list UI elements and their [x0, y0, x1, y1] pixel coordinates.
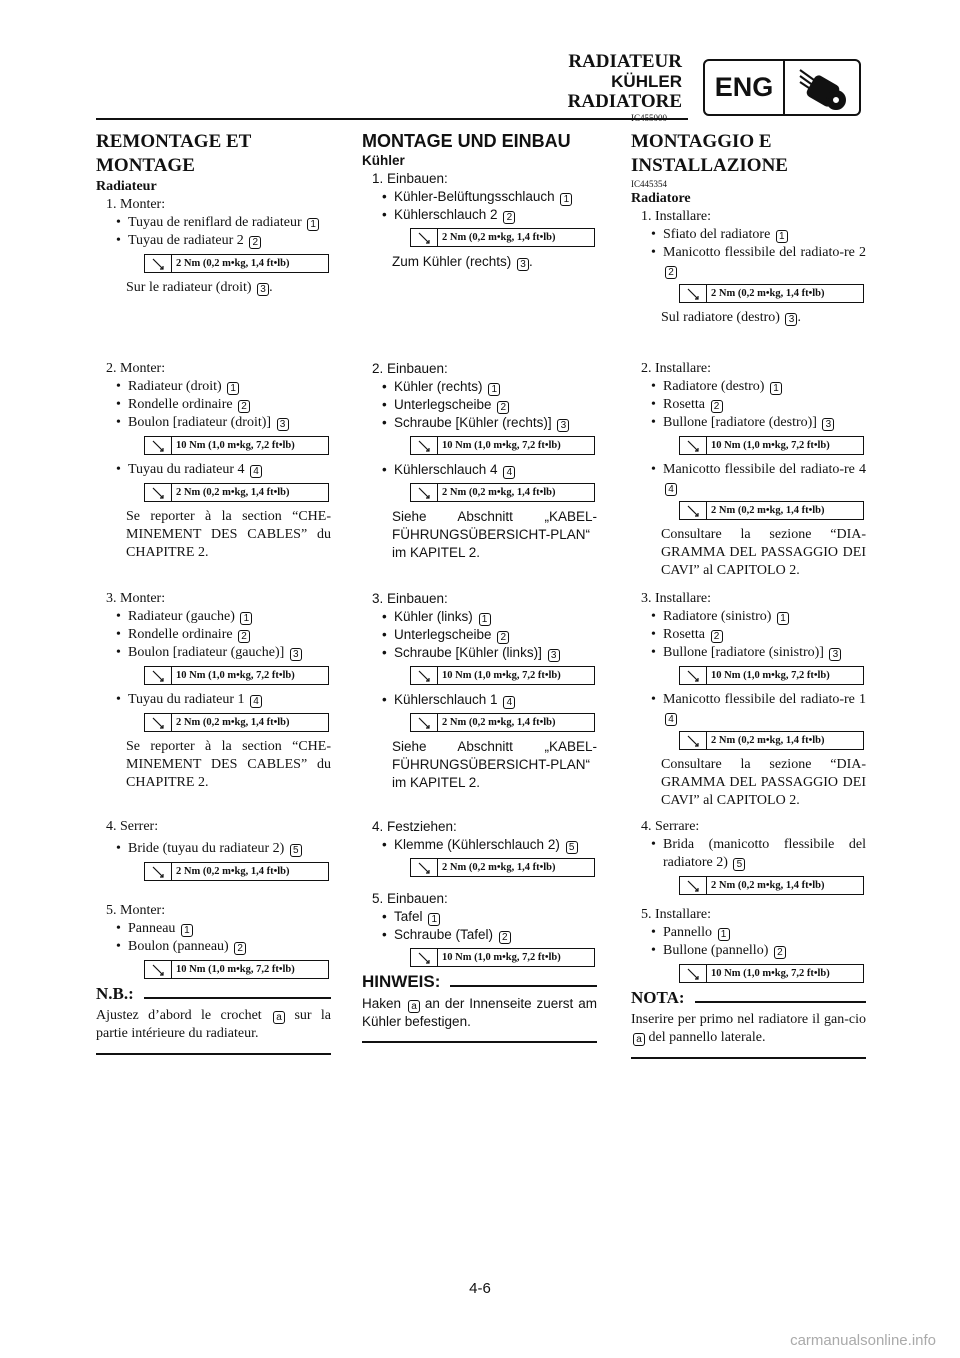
list-item: • Bullone [radiatore (sinistro)] 3 — [631, 644, 866, 662]
callout-number: 2 — [711, 630, 723, 643]
step-note — [96, 279, 331, 297]
item-label: Radiateur (droit) — [128, 379, 222, 394]
torque-spec — [144, 713, 329, 732]
engine-icon — [785, 61, 859, 114]
torque-value: 2 Nm (0,2 m•kg, 1,4 ft•lb) — [176, 865, 290, 877]
callout-number: 3 — [290, 648, 302, 661]
list-item: • Tuyau du radiateur 1 4 — [96, 691, 331, 709]
note-text: del pannello laterale. — [648, 1030, 766, 1045]
torque-value: 2 Nm (0,2 m•kg, 1,4 ft•lb) — [176, 716, 290, 728]
torque-spec — [679, 731, 864, 750]
list-item: • Radiateur (gauche) 1 — [96, 608, 331, 626]
torque-value: 2 Nm (0,2 m•kg, 1,4 ft•lb) — [442, 486, 556, 498]
torque-spec — [144, 254, 329, 273]
step-5: 5. Monter: — [106, 903, 166, 918]
list-item: • Schraube [Kühler (links)] 3 — [362, 644, 597, 662]
callout-number: 2 — [238, 400, 250, 413]
item-label: Tuyau de radiateur 2 — [128, 233, 244, 248]
step-note: Se reporter à la section “CHE-MINEMENT DES CABLES” du CHAPITRE 2. — [126, 509, 331, 560]
chapter-badge — [703, 59, 861, 116]
note-end-rule — [96, 1053, 331, 1055]
chapter-titles — [568, 52, 682, 112]
callout-number: 1 — [560, 193, 572, 206]
note-text: Inserire per primo nel radiatore il gan-cio — [631, 1012, 866, 1027]
torque-value: 2 Nm (0,2 m•kg, 1,4 ft•lb) — [176, 257, 290, 269]
item-label: Kühlerschlauch 2 — [394, 207, 498, 222]
step-note: Consultare la sezione “DIA-GRAMMA DEL PASSAGGIO DEI CAVI” al CAPITOLO 2. — [661, 527, 866, 578]
list-item: • Radiatore (sinistro) 1 — [631, 608, 866, 626]
callout-number: 3 — [822, 418, 834, 431]
section-code: IC445354 — [631, 179, 667, 189]
torque-value: 10 Nm (1,0 m•kg, 7,2 ft•lb) — [711, 669, 830, 681]
section-title-line2: MONTAGE — [96, 155, 195, 176]
item-label: Sfiato del radiatore — [663, 227, 771, 242]
list-item: • Pannello 1 — [631, 924, 866, 942]
item-label: Kühler-Belüftungsschlauch — [394, 189, 555, 204]
list-item: • Schraube [Kühler (rechts)] 3 — [362, 414, 597, 432]
note-header — [362, 973, 597, 991]
section-code: IC455000 — [631, 113, 667, 123]
callout-number: 1 — [240, 612, 252, 625]
list-item: • Bullone (pannello) 2 — [631, 942, 866, 960]
watermark: carmanualsonline.info — [790, 1332, 936, 1349]
title-fr: RADIATEUR — [568, 51, 682, 72]
torque-spec — [144, 666, 329, 685]
callout-number: 3 — [277, 418, 289, 431]
torque-value: 2 Nm (0,2 m•kg, 1,4 ft•lb) — [442, 861, 556, 873]
step-4: 4. Festziehen: — [372, 819, 457, 834]
torque-value: 2 Nm (0,2 m•kg, 1,4 ft•lb) — [711, 879, 825, 891]
torque-value: 2 Nm (0,2 m•kg, 1,4 ft•lb) — [711, 504, 825, 516]
callout-number: 3 — [548, 649, 560, 662]
torque-value: 10 Nm (1,0 m•kg, 7,2 ft•lb) — [711, 967, 830, 979]
torque-value: 2 Nm (0,2 m•kg, 1,4 ft•lb) — [176, 486, 290, 498]
item-label: Kühlerschlauch 1 — [394, 692, 498, 707]
section-title-line2: INSTALLAZIONE — [631, 155, 788, 176]
list-item: • Kühler (links) 1 — [362, 608, 597, 626]
wrench-icon — [411, 667, 438, 684]
item-label: Radiatore (destro) — [663, 379, 765, 394]
note-end: . — [269, 280, 273, 295]
callout-number: 3 — [557, 419, 569, 432]
list-item: • Radiateur (droit) 1 — [96, 378, 331, 396]
item-label: Radiateur (gauche) — [128, 609, 235, 624]
step-note — [362, 253, 597, 271]
note-end-rule — [362, 1041, 597, 1043]
callout-number: 2 — [497, 401, 509, 414]
item-label: Panneau — [128, 921, 176, 936]
section-title: MONTAGE UND EINBAU — [362, 131, 571, 151]
callout-number: 1 — [428, 913, 440, 926]
list-item: • Kühlerschlauch 4 4 — [362, 461, 597, 479]
item-label: Kühler (links) — [394, 609, 473, 624]
note-text: Ajustez d’abord le crochet — [96, 1008, 262, 1023]
torque-spec — [679, 436, 864, 455]
list-item: • Klemme (Kühlerschlauch 2) 5 — [362, 836, 597, 854]
step-2: 2. Einbauen: — [372, 361, 448, 376]
torque-spec — [144, 436, 329, 455]
list-item: • Radiatore (destro) 1 — [631, 378, 866, 396]
torque-spec — [679, 501, 864, 520]
note-body — [631, 1011, 866, 1047]
item-label: Rondelle ordinaire — [128, 627, 233, 642]
list-item: • Kühlerschlauch 1 4 — [362, 691, 597, 709]
callout-number: 1 — [227, 382, 239, 395]
list-item: • Tuyau du radiateur 4 4 — [96, 461, 331, 479]
item-label: Kühlerschlauch 4 — [394, 462, 498, 477]
torque-value: 2 Nm (0,2 m•kg, 1,4 ft•lb) — [442, 231, 556, 243]
item-label: Tuyau du radiateur 4 — [128, 462, 245, 477]
note-body — [96, 1007, 331, 1043]
list-item: • Rondelle ordinaire 2 — [96, 626, 331, 644]
item-label: Schraube [Kühler (links)] — [394, 645, 542, 660]
list-item: • Brida (manicotto flessibile del radiatore 2) 5 — [651, 837, 866, 870]
list-item: • Manicotto flessibile del radiato-re 1 4 — [651, 692, 866, 725]
item-label: Tafel — [394, 909, 423, 924]
torque-spec — [410, 713, 595, 732]
callout-letter: a — [273, 1011, 285, 1024]
callout-number: 4 — [665, 713, 677, 726]
callout-number: 1 — [777, 612, 789, 625]
step-2: 2. Monter: — [106, 361, 166, 376]
step-3: 3. Monter: — [106, 591, 166, 606]
subsection-title: Radiatore — [631, 191, 691, 206]
callout-number: 2 — [665, 266, 677, 279]
step-note — [631, 309, 866, 327]
item-label: Rondelle ordinaire — [128, 397, 233, 412]
chapter-label: ENG — [705, 61, 785, 114]
callout-number: 1 — [488, 383, 500, 396]
list-item: • Tuyau de reniflard de radiateur 1 — [96, 214, 331, 232]
list-item: • Tuyau de radiateur 2 2 — [96, 232, 331, 250]
item-label: Tuyau du radiateur 1 — [128, 692, 245, 707]
list-item: • Tafel 1 — [362, 908, 597, 926]
list-item: • Sfiato del radiatore 1 — [631, 226, 866, 244]
torque-spec — [410, 858, 595, 877]
list-item: • Boulon [radiateur (droit)] 3 — [96, 414, 331, 432]
list-item: • Boulon [radiateur (gauche)] 3 — [96, 644, 331, 662]
step-note: Se reporter à la section “CHE-MINEMENT DES CABLES” du CHAPITRE 2. — [126, 739, 331, 790]
step-1: 1. Einbauen: — [372, 171, 448, 186]
callout-number: 1 — [776, 230, 788, 243]
callout-number: 5 — [290, 844, 302, 857]
subsection-title: Kühler — [362, 153, 405, 168]
item-label: Schraube (Tafel) — [394, 927, 494, 942]
item-label: Bullone [radiatore (sinistro)] — [663, 645, 824, 660]
torque-value: 10 Nm (1,0 m•kg, 7,2 ft•lb) — [442, 669, 561, 681]
callout-number: 4 — [503, 696, 515, 709]
note-text: sur la partie intérieure du radiateur. — [96, 1008, 332, 1041]
item-label: Unterlegscheibe — [394, 627, 492, 642]
callout-number: 2 — [234, 942, 246, 955]
callout-number: 3 — [785, 313, 797, 326]
callout-number: 1 — [479, 613, 491, 626]
item-label: Manicotto flessibile del radiato-re 1 — [663, 692, 866, 707]
torque-spec — [679, 876, 864, 895]
list-item: • Unterlegscheibe 2 — [362, 626, 597, 644]
list-item: • Rondelle ordinaire 2 — [96, 396, 331, 414]
callout-number: 5 — [733, 858, 745, 871]
list-item: • Rosetta 2 — [631, 396, 866, 414]
item-label: Pannello — [663, 925, 712, 940]
step-3: 3. Installare: — [641, 591, 711, 606]
note-text: an der Innenseite zuerst am Kühler befestigen. — [362, 996, 597, 1029]
wrench-icon — [680, 437, 707, 454]
wrench-icon — [680, 877, 707, 894]
item-label: Boulon (panneau) — [128, 939, 229, 954]
step-1: 1. Installare: — [641, 209, 711, 224]
wrench-icon — [145, 961, 172, 978]
callout-number: 4 — [250, 465, 262, 478]
item-label: Boulon [radiateur (droit)] — [128, 415, 272, 430]
item-label: Klemme (Kühlerschlauch 2) — [394, 837, 560, 852]
note-label: HINWEIS: — [362, 972, 441, 991]
list-item: • Panneau 1 — [96, 920, 331, 938]
wrench-icon — [680, 667, 707, 684]
wrench-icon — [145, 863, 172, 880]
note-text: Sur le radiateur (droit) — [126, 280, 252, 295]
callout-number: 2 — [497, 631, 509, 644]
step-4: 4. Serrare: — [641, 819, 700, 834]
page-number: 4-6 — [469, 1280, 491, 1297]
step-5: 5. Installare: — [641, 907, 711, 922]
list-item: • Kühler (rechts) 1 — [362, 378, 597, 396]
step-5: 5. Einbauen: — [372, 891, 448, 906]
wrench-icon — [411, 437, 438, 454]
list-item: • Boulon (panneau) 2 — [96, 938, 331, 956]
item-label: Brida (manicotto flessibile del radiatore 2) — [663, 837, 866, 870]
callout-number: 2 — [499, 931, 511, 944]
list-item: • Kühler-Belüftungsschlauch 1 — [362, 188, 597, 206]
callout-number: 3 — [257, 283, 269, 296]
note-header — [631, 989, 866, 1007]
callout-number: 4 — [503, 466, 515, 479]
torque-value: 10 Nm (1,0 m•kg, 7,2 ft•lb) — [176, 669, 295, 681]
torque-value: 10 Nm (1,0 m•kg, 7,2 ft•lb) — [176, 439, 295, 451]
callout-number: 1 — [770, 382, 782, 395]
torque-value: 2 Nm (0,2 m•kg, 1,4 ft•lb) — [711, 287, 825, 299]
wrench-icon — [145, 255, 172, 272]
note-text: Haken — [362, 996, 402, 1011]
wrench-icon — [680, 502, 707, 519]
torque-value: 10 Nm (1,0 m•kg, 7,2 ft•lb) — [442, 951, 561, 963]
callout-number: 1 — [718, 928, 730, 941]
item-label: Kühler (rechts) — [394, 379, 483, 394]
subsection-title: Radiateur — [96, 179, 157, 194]
item-label: Tuyau de reniflard de radiateur — [128, 215, 302, 230]
wrench-icon — [411, 949, 438, 966]
section-title-line1: REMONTAGE ET — [96, 131, 252, 152]
item-label: Schraube [Kühler (rechts)] — [394, 415, 552, 430]
callout-number: 1 — [181, 924, 193, 937]
wrench-icon — [680, 285, 707, 302]
torque-spec — [410, 483, 595, 502]
item-label: Bullone [radiatore (destro)] — [663, 415, 817, 430]
list-item: • Schraube (Tafel) 2 — [362, 926, 597, 944]
callout-number: 5 — [566, 841, 578, 854]
callout-number: 1 — [307, 218, 319, 231]
step-note: Siehe Abschnitt „KABEL-FÜHRUNGSÜBERSICHT-PLAN“ im KAPITEL 2. — [392, 739, 597, 790]
torque-value: 10 Nm (1,0 m•kg, 7,2 ft•lb) — [711, 439, 830, 451]
torque-spec — [410, 666, 595, 685]
callout-number: 3 — [829, 648, 841, 661]
note-body — [362, 995, 597, 1031]
item-label: Bride (tuyau du radiateur 2) — [128, 841, 285, 856]
list-item: • Bride (tuyau du radiateur 2) 5 — [96, 840, 331, 858]
wrench-icon — [411, 714, 438, 731]
torque-value: 2 Nm (0,2 m•kg, 1,4 ft•lb) — [442, 716, 556, 728]
torque-spec — [410, 948, 595, 967]
torque-spec — [410, 436, 595, 455]
torque-spec — [679, 964, 864, 983]
section-title-line1: MONTAGGIO E — [631, 131, 772, 152]
callout-number: 2 — [238, 630, 250, 643]
item-label: Manicotto flessibile del radiato-re 2 — [663, 245, 866, 260]
callout-number: 2 — [774, 946, 786, 959]
torque-spec — [410, 228, 595, 247]
list-item: • Rosetta 2 — [631, 626, 866, 644]
note-label: NOTA: — [631, 988, 685, 1007]
callout-number: 2 — [711, 400, 723, 413]
item-label: Unterlegscheibe — [394, 397, 492, 412]
wrench-icon — [680, 965, 707, 982]
torque-value: 10 Nm (1,0 m•kg, 7,2 ft•lb) — [176, 963, 295, 975]
callout-number: 4 — [665, 483, 677, 496]
note-end-rule — [631, 1057, 866, 1059]
note-label: N.B.: — [96, 984, 134, 1003]
torque-value: 2 Nm (0,2 m•kg, 1,4 ft•lb) — [711, 734, 825, 746]
item-label: Manicotto flessibile del radiato-re 4 — [663, 462, 866, 477]
title-it: RADIATORE — [567, 91, 682, 112]
wrench-icon — [411, 229, 438, 246]
note-end: . — [797, 310, 801, 325]
torque-spec — [679, 284, 864, 303]
callout-number: 3 — [517, 258, 529, 271]
torque-spec — [144, 862, 329, 881]
wrench-icon — [145, 484, 172, 501]
wrench-icon — [145, 667, 172, 684]
title-de: KÜHLER — [611, 72, 682, 91]
callout-letter: a — [633, 1033, 645, 1046]
note-header — [96, 985, 331, 1003]
wrench-icon — [145, 437, 172, 454]
step-note: Consultare la sezione “DIA-GRAMMA DEL PASSAGGIO DEI CAVI” al CAPITOLO 2. — [661, 757, 866, 808]
list-item: • Unterlegscheibe 2 — [362, 396, 597, 414]
item-label: Bullone (pannello) — [663, 943, 769, 958]
callout-number: 4 — [250, 695, 262, 708]
torque-spec — [144, 960, 329, 979]
header-rule — [96, 118, 688, 120]
callout-number: 2 — [503, 211, 515, 224]
torque-value: 10 Nm (1,0 m•kg, 7,2 ft•lb) — [442, 439, 561, 451]
list-item: • Kühlerschlauch 2 2 — [362, 206, 597, 224]
step-3: 3. Einbauen: — [372, 591, 448, 606]
item-label: Radiatore (sinistro) — [663, 609, 772, 624]
torque-spec — [144, 483, 329, 502]
callout-letter: a — [408, 1000, 420, 1013]
wrench-icon — [411, 859, 438, 876]
note-text: Sul radiatore (destro) — [661, 310, 780, 325]
wrench-icon — [145, 714, 172, 731]
list-item: • Manicotto flessibile del radiato-re 4 4 — [651, 462, 866, 495]
item-label: Rosetta — [663, 627, 705, 642]
step-2: 2. Installare: — [641, 361, 711, 376]
step-1: 1. Monter: — [106, 197, 166, 212]
wrench-icon — [680, 732, 707, 749]
note-text: Zum Kühler (rechts) — [392, 254, 512, 269]
step-4: 4. Serrer: — [106, 819, 159, 834]
list-item: • Manicotto flessibile del radiato-re 2 2 — [651, 245, 866, 278]
torque-spec — [679, 666, 864, 685]
list-item: • Bullone [radiatore (destro)] 3 — [631, 414, 866, 432]
wrench-icon — [411, 484, 438, 501]
item-label: Rosetta — [663, 397, 705, 412]
note-end: . — [529, 254, 533, 269]
step-note: Siehe Abschnitt „KABEL-FÜHRUNGSÜBERSICHT-PLAN“ im KAPITEL 2. — [392, 509, 597, 560]
callout-number: 2 — [249, 236, 261, 249]
item-label: Boulon [radiateur (gauche)] — [128, 645, 285, 660]
